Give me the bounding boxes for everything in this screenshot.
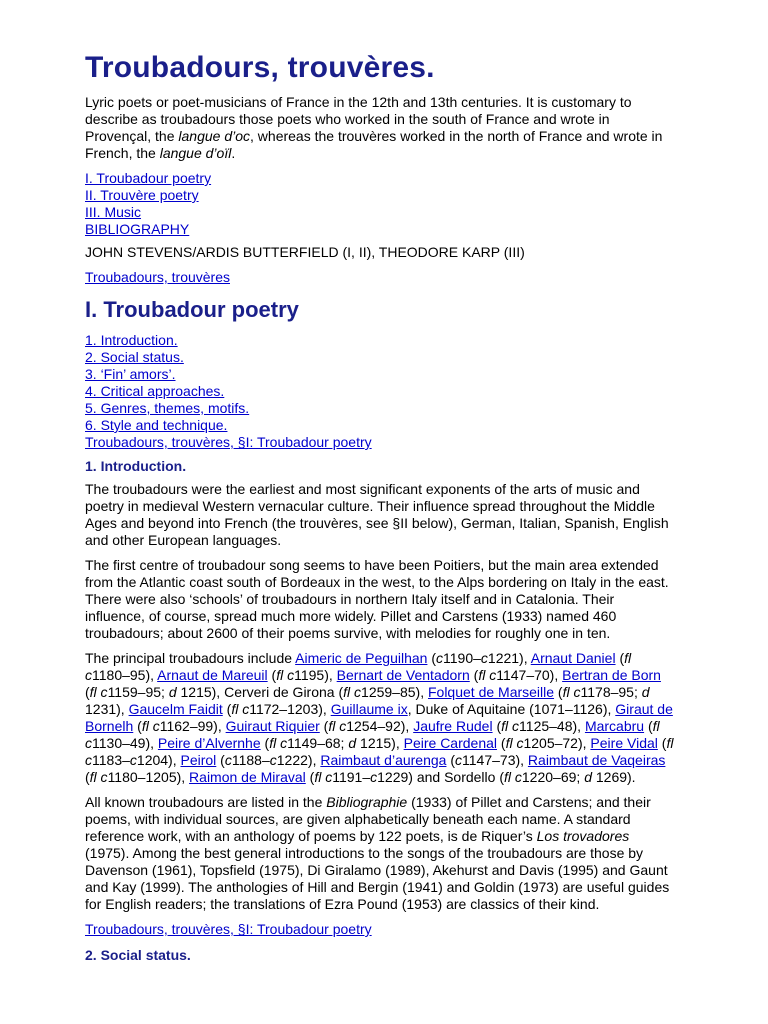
italic-text: Bibliographie (326, 794, 408, 810)
italic-text: c (436, 650, 443, 666)
paragraph-1 (85, 481, 675, 549)
text-run: 1159–95; (107, 684, 169, 700)
inline-link[interactable]: Bertran de Born (562, 667, 661, 683)
authors-line: JOHN STEVENS/ARDIS BUTTERFIELD (I, II), THEODORE KARP (III) (85, 244, 525, 260)
back-link-bottom[interactable]: Troubadours, trouvères, §I: Troubadour poetry (85, 921, 372, 937)
text-run: Lyric poets or poet-musicians of France in the 12th and 13th centuries. It is customary to describe as troubadours those poets who worked in the south of France and wrote in Provençal, the (85, 94, 632, 144)
toc-link-music[interactable]: III. Music (85, 204, 142, 220)
text-run: ( (216, 752, 225, 768)
text-run: ( (85, 769, 90, 785)
toc-link-troubadour-poetry[interactable]: I. Troubadour poetry (85, 170, 212, 186)
back-link-top[interactable]: Troubadours, trouvères (85, 269, 230, 285)
inline-link[interactable]: Arnaut de Mareuil (157, 667, 268, 683)
text-run: 1180–1205), (107, 769, 190, 785)
text-run: ( (427, 650, 436, 666)
text-run: 1147–73), (462, 752, 528, 768)
inline-link[interactable]: Guillaume ix (330, 701, 408, 717)
text-run: 1259–85), (361, 684, 428, 700)
text-run: ( (260, 735, 270, 751)
inline-link[interactable]: Giraut de Bornelh (85, 701, 673, 734)
inline-link[interactable]: Peirol (180, 752, 217, 768)
paragraph-3 (85, 650, 675, 786)
text-run: The troubadours were the earliest and most significant exponents of the arts of music and poetry in medieval Western vernacular culture. Their influence spread throughout the Middle Ages and beyond into French (the trouvères, see §II below), German, Italian, Spanish, English and other European languages. (85, 481, 669, 548)
text-run: . (231, 145, 236, 161)
intro-paragraph (85, 94, 675, 162)
text-run: ( (85, 684, 90, 700)
inline-link[interactable]: Raimbaut d’aurenga (320, 752, 447, 768)
text-run: 1190– (443, 650, 481, 666)
text-run: The principal troubadours include (85, 650, 296, 666)
toc-link-genres[interactable]: 5. Genres, themes, motifs. (85, 400, 250, 416)
text-run: , whereas the trouvères worked in the north of France and wrote in French, the (85, 128, 663, 161)
text-run: ( (305, 769, 315, 785)
italic-text: d (348, 735, 357, 751)
text-run: ( (657, 735, 667, 751)
text-run: The first centre of troubadour song seems to have been Poitiers, but the main area extended from the Atlantic coast south of Bordeaux in the west, to the Alps bordering on Italy in the east. There were also ‘schools’ of troubadours in northern Italy itself and in Catalonia. Their influence, of course, spread much more widely. Pillet and Carstens (1933) named 460 troubadours; about 2600 of their poems survive, with melodies for roughly one in ten. (85, 557, 669, 641)
page-title: Troubadours, trouvères. (85, 51, 435, 84)
text-run: 1205–72), (523, 735, 591, 751)
italic-text: fl c (269, 735, 288, 751)
text-run: 1229) and Sordello ( (377, 769, 504, 785)
text-run: 1191– (332, 769, 371, 785)
italic-text: fl c (501, 718, 520, 734)
toc-link-trouvere-poetry[interactable]: II. Trouvère poetry (85, 187, 199, 203)
italic-text: fl c (231, 701, 250, 717)
italic-text: fl c (505, 735, 524, 751)
toc-link-introduction[interactable]: 1. Introduction. (85, 332, 178, 348)
text-run: 1254–92), (346, 718, 414, 734)
italic-text: c (129, 752, 137, 768)
italic-text: fl c (85, 718, 660, 751)
italic-text: fl c (276, 667, 295, 683)
text-run: 1215), Cerveri de Girona ( (176, 684, 344, 700)
text-run: 1130–49), (92, 735, 158, 751)
italic-text: fl c (314, 769, 333, 785)
italic-text: Los trovadores (536, 828, 630, 844)
italic-text: fl c (504, 769, 522, 785)
main-toc (85, 170, 675, 238)
text-run: 1215), (356, 735, 404, 751)
toc-link-critical-approaches[interactable]: 4. Critical approaches. (85, 383, 225, 399)
italic-text: c (269, 752, 277, 768)
italic-text: d (641, 684, 650, 700)
italic-text: langue d’oïl (159, 145, 232, 161)
text-run: 1125–48), (519, 718, 585, 734)
text-run: ( (222, 701, 232, 717)
inline-link[interactable]: Folquet de Marseille (427, 684, 555, 700)
text-run: ( (267, 667, 277, 683)
text-run: 1180–95), (92, 667, 158, 683)
text-run: (1975). Among the best general introductions to the songs of the troubadours are those by Davenson (1961), Topsfield (1975), Di Giralamo (1989), Akehurst and Davis (1995) and Gaunt and Kay (1999). The anthologies of Hill and Bergin (1941) and Goldin (1973) are useful guides for English readers; the translations of Ezra Pound (1953) are classics of their kind. (85, 845, 670, 912)
italic-text: fl c (562, 684, 581, 700)
inline-link[interactable]: Peire Vidal (590, 735, 658, 751)
text-run: , Duke of Aquitaine (1071–1126), (407, 701, 616, 717)
text-run: 1149–68; (287, 735, 349, 751)
italic-text: fl c (141, 718, 160, 734)
text-run: 1231), (85, 701, 129, 717)
text-run: 1147–70), (496, 667, 563, 683)
social-status-heading: 2. Social status. (85, 947, 191, 963)
text-run: 1220–69; (521, 769, 585, 785)
text-run: ( (497, 735, 506, 751)
text-run: 1188– (231, 752, 270, 768)
toc-link-style[interactable]: 6. Style and technique. (85, 417, 228, 433)
italic-text: c (455, 752, 463, 768)
text-run: All known troubadours are listed in the (85, 794, 327, 810)
italic-text: c (370, 769, 378, 785)
italic-text: langue d’oc (178, 128, 251, 144)
inline-link[interactable]: Peire Cardenal (403, 735, 498, 751)
text-run: ( (644, 718, 653, 734)
inline-link[interactable]: Aimeric de Peguilhan (295, 650, 428, 666)
paragraph-4 (85, 794, 675, 913)
inline-link[interactable]: Gaucelm Faidit (128, 701, 223, 717)
italic-text: c (480, 650, 488, 666)
italic-text: d (168, 684, 177, 700)
text-run: 1204), (136, 752, 181, 768)
italic-text: fl c (89, 769, 108, 785)
text-run: ( (492, 718, 502, 734)
text-run: ( (469, 667, 479, 683)
italic-text: fl c (85, 735, 674, 768)
toc-link-bibliography[interactable]: BIBLIOGRAPHY (85, 221, 190, 237)
inline-link[interactable]: Arnaut Daniel (530, 650, 616, 666)
text-run: ( (615, 650, 625, 666)
paragraph-2 (85, 557, 675, 642)
italic-text: c (224, 752, 232, 768)
text-run: 1222), (276, 752, 321, 768)
italic-text: fl c (328, 718, 347, 734)
text-run: 1269). (591, 769, 636, 785)
inline-link[interactable]: Guiraut Riquier (225, 718, 320, 734)
inline-link[interactable]: Raimon de Miraval (189, 769, 306, 785)
section-heading: I. Troubadour poetry (85, 297, 299, 322)
back-link-section[interactable]: Troubadours, trouvères, §I: Troubadour poetry (85, 434, 372, 450)
inline-link[interactable]: Jaufre Rudel (413, 718, 493, 734)
italic-text: fl c (85, 650, 632, 683)
text-run: 1195), (294, 667, 337, 683)
inline-link[interactable]: Marcabru (584, 718, 645, 734)
text-run: 1172–1203), (249, 701, 331, 717)
toc-link-social-status[interactable]: 2. Social status. (85, 349, 184, 365)
text-run: ( (133, 718, 142, 734)
text-run: 1221), (487, 650, 531, 666)
text-run: (1933) of Pillet and Carstens; and their poems, with individual sources, are given alphabetically beneath each name. A standard reference work, with an anthology of poems by 122 poets, is de Riquer’s (85, 794, 651, 844)
italic-text: fl c (343, 684, 362, 700)
italic-text: d (584, 769, 592, 785)
text-run: 1162–99), (159, 718, 226, 734)
inline-link[interactable]: Bernart de Ventadorn (336, 667, 470, 683)
text-run: 1178–95; (580, 684, 642, 700)
inline-link[interactable]: Raimbaut de Vaqeiras (527, 752, 666, 768)
toc-link-fin-amors[interactable]: 3. ‘Fin’ amors’. (85, 366, 176, 382)
text-run: 1183– (92, 752, 130, 768)
italic-text: fl c (89, 684, 108, 700)
text-run: ( (446, 752, 456, 768)
text-run: ( (554, 684, 563, 700)
introduction-heading: 1. Introduction. (85, 458, 187, 474)
italic-text: fl c (478, 667, 497, 683)
section-toc (85, 332, 675, 451)
text-run: ( (319, 718, 329, 734)
inline-link[interactable]: Peire d’Alvernhe (157, 735, 261, 751)
